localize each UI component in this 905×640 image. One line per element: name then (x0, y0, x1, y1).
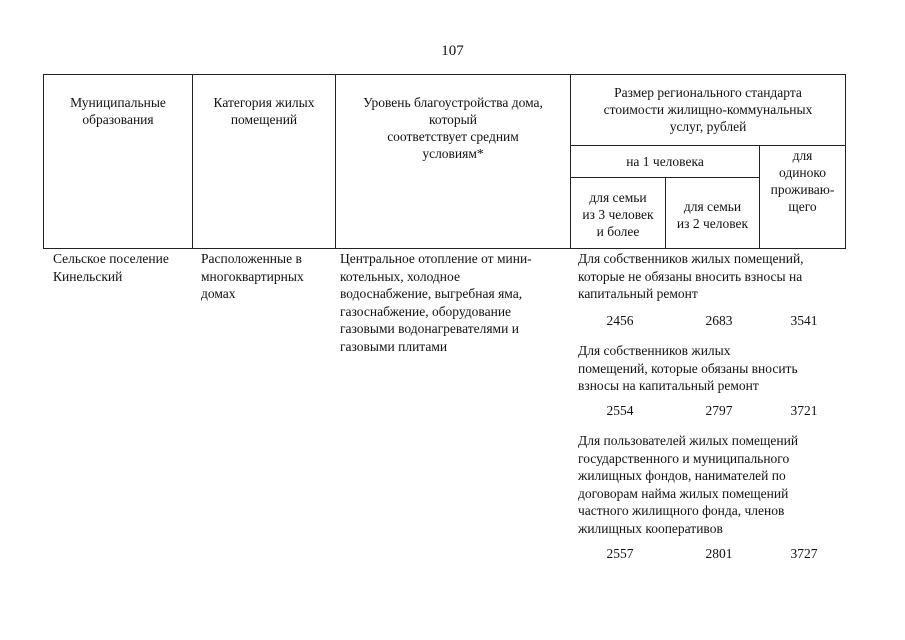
group-title-1: Для собственников жилых помещений, которые не обязаны вносить взносы на капитальный ремонт (578, 251, 804, 301)
header-standard-size: Размер регионального стандарта стоимости жилищно-коммунальных услуг, рублей (603, 85, 813, 134)
header-single: для одиноко проживаю- щего (770, 148, 835, 214)
group-1-value-single: 3541 (790, 313, 818, 328)
group-title-3: Для пользователей жилых помещений государственного и муниципального жилищных фондов, нанимателей по договорам найма жилых помещений частного жилищного фонда, членов жилищных кооперативов (578, 433, 799, 536)
group-3-value-family3: 2557 (606, 546, 634, 561)
header-family-3: для семьи из 3 человек и более (582, 190, 654, 239)
row-municipality: Сельское поселение Кинельский (53, 251, 169, 284)
group-title-2: Для собственников жилых помещений, которые обязаны вносить взносы на капитальный ремонт (578, 343, 798, 393)
group-2-value-family2: 2797 (705, 403, 733, 418)
header-level: Уровень благоустройства дома, который соответствует средним условиям* (363, 95, 543, 161)
header-municipality: Муниципальные образования (70, 95, 166, 127)
group-3-value-single: 3727 (790, 546, 818, 561)
header-table (43, 74, 846, 249)
group-2-value-single: 3721 (790, 403, 818, 418)
header-category: Категория жилых помещений (213, 95, 315, 127)
header-family-2: для семьи из 2 человек (676, 199, 749, 231)
header-per-person: на 1 человека (626, 154, 704, 169)
group-3-value-family2: 2801 (705, 546, 733, 561)
group-2-value-family3: 2554 (606, 403, 634, 418)
row-level: Центральное отопление от мини- котельных, холодное водоснабжение, выгребная яма, газоснабжение, оборудование газовыми водонагревателями и газовыми плитами (340, 251, 532, 354)
page-number: 107 (441, 43, 464, 59)
group-1-value-family2: 2683 (705, 313, 733, 328)
row-category: Расположенные в многоквартирных домах (201, 251, 304, 301)
group-1-value-family3: 2456 (606, 313, 634, 328)
